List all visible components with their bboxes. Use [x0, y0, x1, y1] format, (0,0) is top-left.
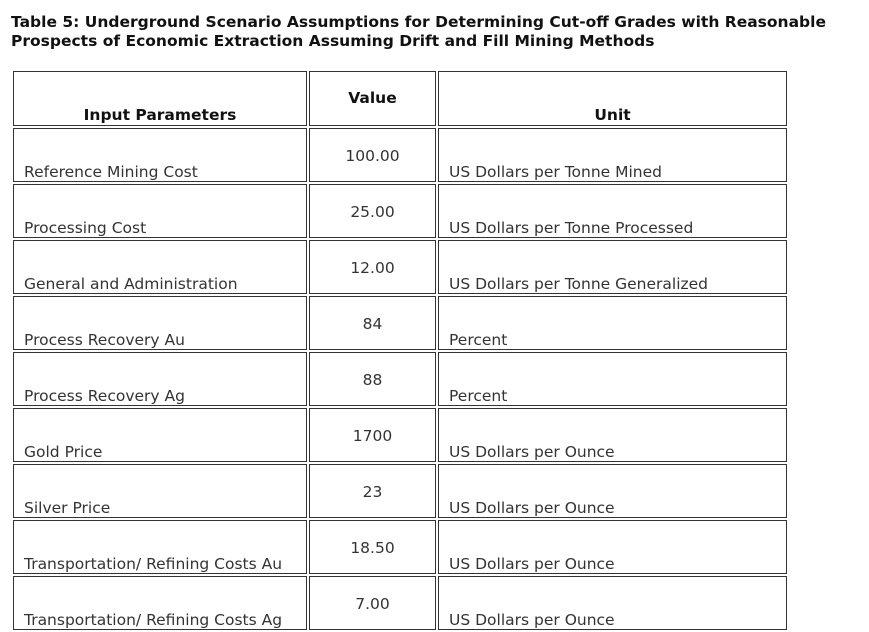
cell-value: 88: [309, 352, 436, 406]
table-row: [13, 296, 787, 350]
table-title-line-1: Table 5: Underground Scenario Assumptions for Determining Cut-off Grades with Reasonable: [11, 13, 826, 31]
table-header-row: [13, 71, 787, 126]
cell-parameter: Process Recovery Ag: [13, 352, 307, 406]
cell-parameter: Transportation/ Refining Costs Au: [13, 520, 307, 574]
cell-unit: Percent: [438, 296, 787, 350]
table-title: [11, 13, 866, 51]
cell-unit: US Dollars per Ounce: [438, 576, 787, 630]
cell-value: 25.00: [309, 184, 436, 238]
cell-value: 100.00: [309, 128, 436, 182]
cell-value: 84: [309, 296, 436, 350]
cell-parameter: Transportation/ Refining Costs Ag: [13, 576, 307, 630]
cell-parameter: Silver Price: [13, 464, 307, 518]
table-row: [13, 520, 787, 574]
table-row: [13, 408, 787, 462]
header-value: Value: [309, 71, 436, 126]
cell-value: 1700: [309, 408, 436, 462]
header-unit: Unit: [438, 71, 787, 126]
cell-value: 18.50: [309, 520, 436, 574]
cell-parameter: Gold Price: [13, 408, 307, 462]
cell-value: 12.00: [309, 240, 436, 294]
table-row: [13, 352, 787, 406]
cell-unit: US Dollars per Tonne Processed: [438, 184, 787, 238]
table-row: [13, 464, 787, 518]
cell-parameter: General and Administration: [13, 240, 307, 294]
table-row: [13, 576, 787, 630]
table-title-line-2: Prospects of Economic Extraction Assuming Drift and Fill Mining Methods: [11, 32, 655, 50]
cell-unit: US Dollars per Ounce: [438, 520, 787, 574]
cell-parameter: Process Recovery Au: [13, 296, 307, 350]
table-row: [13, 184, 787, 238]
cell-unit: US Dollars per Tonne Generalized: [438, 240, 787, 294]
table-row: [13, 240, 787, 294]
assumptions-table: [11, 69, 789, 632]
cell-unit: US Dollars per Tonne Mined: [438, 128, 787, 182]
table-row: [13, 128, 787, 182]
cell-parameter: Reference Mining Cost: [13, 128, 307, 182]
cell-unit: US Dollars per Ounce: [438, 408, 787, 462]
cell-unit: US Dollars per Ounce: [438, 464, 787, 518]
cell-unit: Percent: [438, 352, 787, 406]
cell-value: 7.00: [309, 576, 436, 630]
cell-value: 23: [309, 464, 436, 518]
header-input-parameters: Input Parameters: [13, 71, 307, 126]
cell-parameter: Processing Cost: [13, 184, 307, 238]
